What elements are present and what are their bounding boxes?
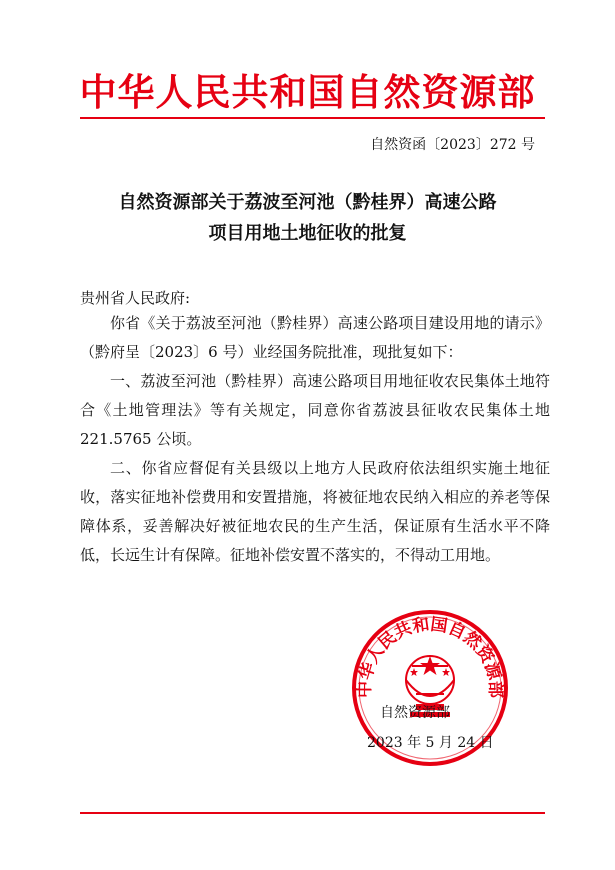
signature-date: 2023 年 5 月 24 日 <box>367 735 494 751</box>
masthead-rule <box>80 117 545 119</box>
footer-rule <box>80 812 545 814</box>
paragraph-intro: 你省《关于荔波至河池（黔桂界）高速公路项目建设用地的请示》（黔府呈〔2023〕6 号）业经国务院批准，现批复如下： <box>80 314 550 361</box>
signature-organization: 自然资源部 <box>380 705 450 721</box>
paragraph-item-1: 一、荔波至河池（黔桂界）高速公路项目用地征收农民集体土地符合《土地管理法》等有关规定，同意你省荔波县征收农民集体土地221.5765 公顷。 <box>80 372 550 448</box>
seal-text: 中华人民共和国自然资源部 <box>354 614 506 699</box>
masthead: 中华人民共和国自然资源部 <box>79 71 536 114</box>
title-line-2: 项目用地土地征收的批复 <box>208 223 407 244</box>
title-line-1: 自然资源部关于荔波至河池（黔桂界）高速公路 <box>118 192 497 213</box>
document-number: 自然资函〔2023〕272 号 <box>370 137 535 153</box>
salutation: 贵州省人民政府: <box>80 289 191 307</box>
paragraph-item-2: 二、你省应督促有关县级以上地方人民政府依法组织实施土地征收，落实征地补偿费用和安置措施，将被征地农民纳入相应的养老等保障体系，妥善解决好被征地农民的生产生活，保证原有生活水平不降低，长远生计有保障。征地补偿安置不落实的，不得动工用地。 <box>80 459 550 564</box>
